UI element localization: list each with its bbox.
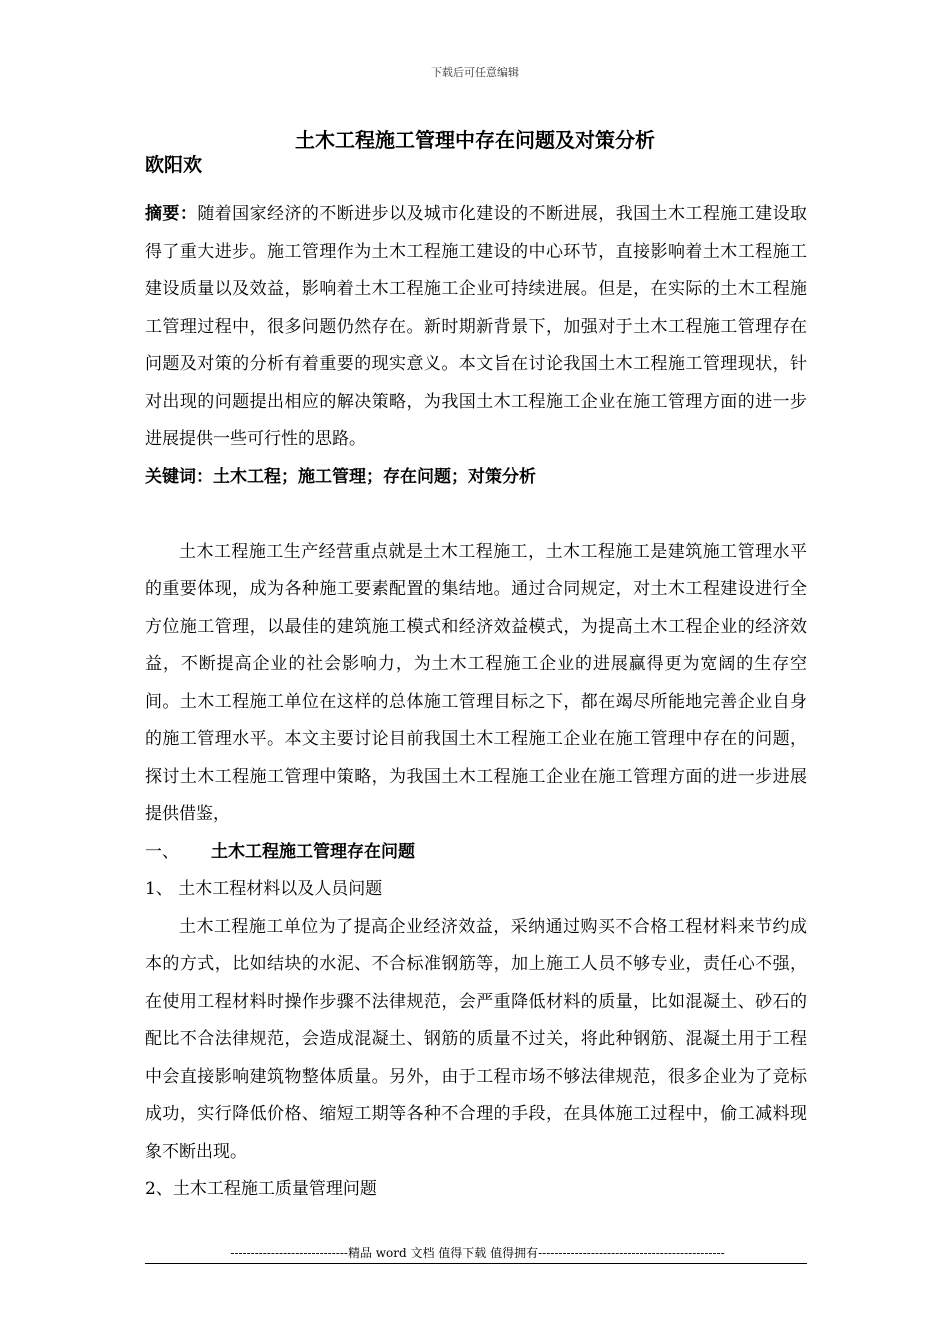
abstract-paragraph (145, 196, 807, 459)
page-footer: -----------------------------精品 word 文档 值得下载 值得拥有---------------------------------------------- (230, 1246, 725, 1260)
page-header: 下载后可任意编辑 (431, 66, 519, 79)
keywords-label: 关键词： (145, 466, 213, 487)
document-title: 土木工程施工管理中存在问题及对策分析 (295, 128, 655, 152)
intro-paragraph: 土木工程施工生产经营重点就是土木工程施工，土木工程施工是建筑施工管理水平的重要体现，成为各种施工要素配置的集结地。通过合同规定，对土木工程建设进行全方位施工管理，以最佳的建筑施工模式和经济效益模式，为提高土木工程企业的经济效益，不断提高企业的社会影响力，为土木工程施工企业的进展赢得更为宽阔的生存空间。土木工程施工单位在这样的总体施工管理目标之下，都在竭尽所能地完善企业自身的施工管理水平。本文主要讨论目前我国土木工程施工企业在施工管理中存在的问题，探讨土木工程施工管理中策略，为我国土木工程施工企业在施工管理方面的进一步进展提供借鉴， (145, 541, 807, 824)
author-name: 欧阳欢 (145, 154, 203, 176)
section-number: 一、 (145, 841, 179, 862)
document-body (145, 196, 807, 1209)
abstract-label: 摘要： (145, 204, 198, 224)
section-title: 土木工程施工管理存在问题 (211, 841, 415, 862)
footer-divider (145, 1263, 807, 1264)
keywords-text: 土木工程；施工管理；存在问题；对策分析 (213, 466, 536, 487)
blank-line (145, 496, 807, 534)
subsection-heading-2: 2、土木工程施工质量管理问题 (145, 1179, 377, 1199)
subsection-heading-1: 1、 土木工程材料以及人员问题 (145, 879, 383, 899)
section-heading-1 (145, 834, 807, 872)
keywords-paragraph (145, 459, 807, 497)
abstract-text: 随着国家经济的不断进步以及城市化建设的不断进展，我国土木工程施工建设取得了重大进步。施工管理作为土木工程施工建设的中心环节，直接影响着土木工程施工建设质量以及效益，影响着土木工程施工企业可持续进展。但是，在实际的土木工程施工管理过程中，很多问题仍然存在。新时期新背景下，加强对于土木工程施工管理存在问题及对策的分析有着重要的现实意义。本文旨在讨论我国土木工程施工管理现状，针对出现的问题提出相应的解决策略，为我国土木工程施工企业在施工管理方面的进一步进展提供一些可行性的思路。 (145, 204, 808, 449)
subsection-1-paragraph: 土木工程施工单位为了提高企业经济效益，采纳通过购买不合格工程材料来节约成本的方式，比如结块的水泥、不合标准钢筋等，加上施工人员不够专业，责任心不强，在使用工程材料时操作步骤不法律规范，会严重降低材料的质量，比如混凝土、砂石的配比不合法律规范，会造成混凝土、钢筋的质量不过关，将此种钢筋、混凝土用于工程中会直接影响建筑物整体质量。另外，由于工程市场不够法律规范，很多企业为了竞标成功，实行降低价格、缩短工期等各种不合理的手段，在具体施工过程中，偷工减料现象不断出现。 (145, 916, 807, 1162)
